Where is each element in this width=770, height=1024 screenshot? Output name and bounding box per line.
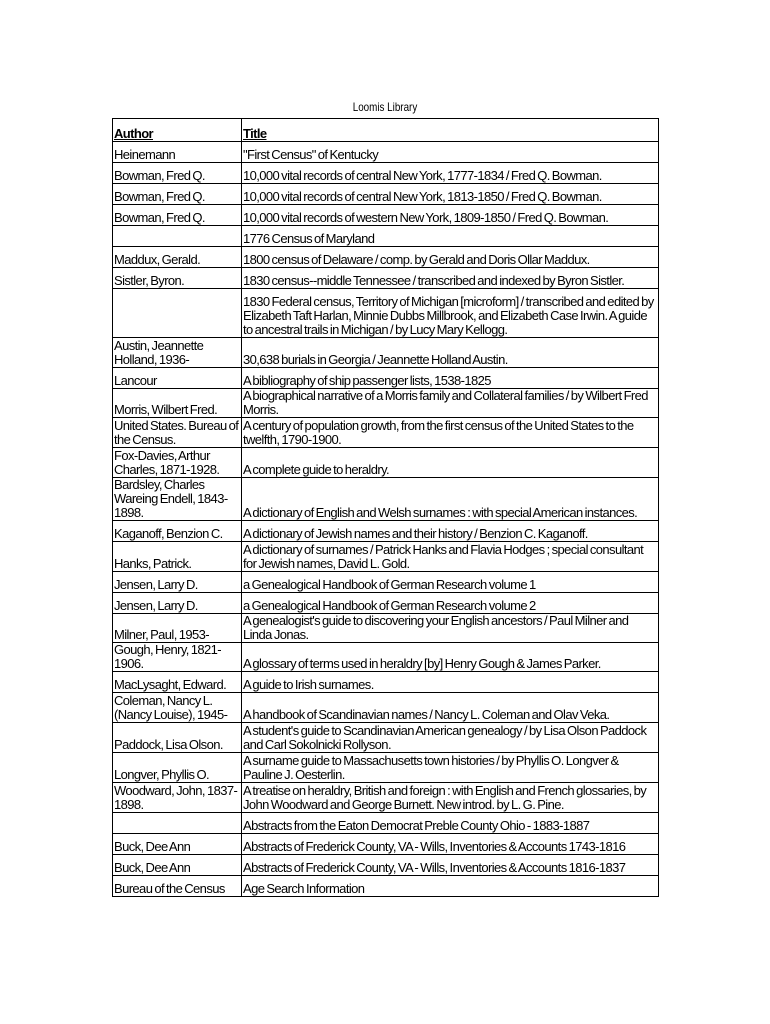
table-row xyxy=(113,614,659,643)
title-column-header: Title xyxy=(242,119,659,142)
table-row xyxy=(113,205,659,226)
author-cell: Maddux, Gerald. xyxy=(113,247,242,268)
author-cell: Jensen, Larry D. xyxy=(113,593,242,614)
table-row xyxy=(113,643,659,672)
author-cell: Fox-Davies, Arthur Charles, 1871-1928. xyxy=(113,448,242,478)
table-row xyxy=(113,389,659,418)
author-cell: United States. Bureau of the Census. xyxy=(113,418,242,448)
title-cell: Age Search Information xyxy=(242,876,659,897)
author-cell: Lancour xyxy=(113,368,242,389)
author-cell: Paddock, Lisa Olson. xyxy=(113,723,242,753)
table-row xyxy=(113,268,659,289)
header-row xyxy=(113,119,659,142)
title-cell: 1800 census of Delaware / comp. by Gerald and Doris Ollar Maddux. xyxy=(242,247,659,268)
page-title: Loomis Library xyxy=(352,100,418,114)
title-cell: "First Census" of Kentucky xyxy=(242,142,659,163)
title-cell: 10,000 vital records of central New York, 1813-1850 / Fred Q. Bowman. xyxy=(242,184,659,205)
table-row xyxy=(113,572,659,593)
title-cell: A dictionary of Jewish names and their history / Benzion C. Kaganoff. xyxy=(242,521,659,542)
table-row xyxy=(113,672,659,693)
table-row xyxy=(113,813,659,834)
author-cell: Buck, Dee Ann xyxy=(113,855,242,876)
title-cell: A student's guide to Scandinavian American genealogy / by Lisa Olson Paddock and Carl Sokolnicki Rollyson. xyxy=(242,723,659,753)
table-row xyxy=(113,289,659,338)
table-row xyxy=(113,184,659,205)
table-row xyxy=(113,855,659,876)
author-cell: Bowman, Fred Q. xyxy=(113,184,242,205)
author-cell xyxy=(113,289,242,338)
title-cell: A glossary of terms used in heraldry [by] Henry Gough & James Parker. xyxy=(242,643,659,672)
author-cell: Longver, Phyllis O. xyxy=(113,753,242,783)
table-row xyxy=(113,418,659,448)
table-row xyxy=(113,368,659,389)
table-row xyxy=(113,338,659,368)
title-cell: 10,000 vital records of central New York, 1777-1834 / Fred Q. Bowman. xyxy=(242,163,659,184)
author-cell: Austin, Jeannette Holland, 1936- xyxy=(113,338,242,368)
table-row xyxy=(113,876,659,897)
author-cell: Morris, Wilbert Fred. xyxy=(113,389,242,418)
title-cell: A guide to Irish surnames. xyxy=(242,672,659,693)
table-row xyxy=(113,753,659,783)
title-cell: A dictionary of surnames / Patrick Hanks and Flavia Hodges ; special consultant for Jewish names, David L. Gold. xyxy=(242,542,659,572)
author-cell: Kaganoff, Benzion C. xyxy=(113,521,242,542)
table-row xyxy=(113,693,659,723)
author-cell: Sistler, Byron. xyxy=(113,268,242,289)
catalog-table xyxy=(112,118,659,897)
author-cell: Milner, Paul, 1953- xyxy=(113,614,242,643)
table-row xyxy=(113,142,659,163)
author-cell: Hanks, Patrick. xyxy=(113,542,242,572)
title-cell: A bibliography of ship passenger lists, 1538-1825 xyxy=(242,368,659,389)
author-cell xyxy=(113,226,242,247)
table-row xyxy=(113,478,659,521)
title-cell: a Genealogical Handbook of German Research volume 2 xyxy=(242,593,659,614)
title-cell: 10,000 vital records of western New York, 1809-1850 / Fred Q. Bowman. xyxy=(242,205,659,226)
title-cell: A complete guide to heraldry. xyxy=(242,448,659,478)
author-cell: Bowman, Fred Q. xyxy=(113,163,242,184)
table-row xyxy=(113,593,659,614)
author-cell xyxy=(113,813,242,834)
title-cell: A biographical narrative of a Morris family and Collateral families / by Wilbert Fred Morris. xyxy=(242,389,659,418)
title-cell: Abstracts of Frederick County, VA - Wills, Inventories & Accounts 1816-1837 xyxy=(242,855,659,876)
title-cell: 30,638 burials in Georgia / Jeannette Holland Austin. xyxy=(242,338,659,368)
title-cell: Abstracts of Frederick County, VA - Wills, Inventories & Accounts 1743-1816 xyxy=(242,834,659,855)
title-cell: A century of population growth, from the first census of the United States to the twelfth, 1790-1900. xyxy=(242,418,659,448)
table-row xyxy=(113,834,659,855)
author-cell: Woodward, John, 1837-1898. xyxy=(113,783,242,813)
table-row xyxy=(113,226,659,247)
title-cell: 1830 Federal census, Territory of Michigan [microform] / transcribed and edited by Elizabeth Taft Harlan, Minnie Dubbs Millbrook, and Elizabeth Case Irwin. A guide to ancestral trails in Michigan / by Lucy Mary Kellogg. xyxy=(242,289,659,338)
author-cell: Bardsley, Charles Wareing Endell, 1843-1898. xyxy=(113,478,242,521)
title-cell: A dictionary of English and Welsh surnames : with special American instances. xyxy=(242,478,659,521)
title-cell: A genealogist's guide to discovering your English ancestors / Paul Milner and Linda Jonas. xyxy=(242,614,659,643)
table-row xyxy=(113,783,659,813)
title-cell: Abstracts from the Eaton Democrat Preble County Ohio - 1883-1887 xyxy=(242,813,659,834)
author-cell: Buck, Dee Ann xyxy=(113,834,242,855)
author-cell: Heinemann xyxy=(113,142,242,163)
title-cell: A treatise on heraldry, British and foreign : with English and French glossaries, by John Woodward and George Burnett. New introd. by L. G. Pine. xyxy=(242,783,659,813)
title-cell: 1830 census--middle Tennessee / transcribed and indexed by Byron Sistler. xyxy=(242,268,659,289)
table-row xyxy=(113,448,659,478)
author-cell: Jensen, Larry D. xyxy=(113,572,242,593)
author-cell: MacLysaght, Edward. xyxy=(113,672,242,693)
title-cell: 1776 Census of Maryland xyxy=(242,226,659,247)
author-column-header: Author xyxy=(113,119,242,142)
author-cell: Coleman, Nancy L. (Nancy Louise), 1945- xyxy=(113,693,242,723)
table-row xyxy=(113,723,659,753)
title-cell: A handbook of Scandinavian names / Nancy L. Coleman and Olav Veka. xyxy=(242,693,659,723)
author-cell: Gough, Henry, 1821-1906. xyxy=(113,643,242,672)
title-cell: a Genealogical Handbook of German Research volume 1 xyxy=(242,572,659,593)
table-row xyxy=(113,247,659,268)
table-row xyxy=(113,542,659,572)
table-row xyxy=(113,163,659,184)
title-cell: A surname guide to Massachusetts town histories / by Phyllis O. Longver & Pauline J. Oesterlin. xyxy=(242,753,659,783)
author-cell: Bowman, Fred Q. xyxy=(113,205,242,226)
table-row xyxy=(113,521,659,542)
author-cell: Bureau of the Census xyxy=(113,876,242,897)
